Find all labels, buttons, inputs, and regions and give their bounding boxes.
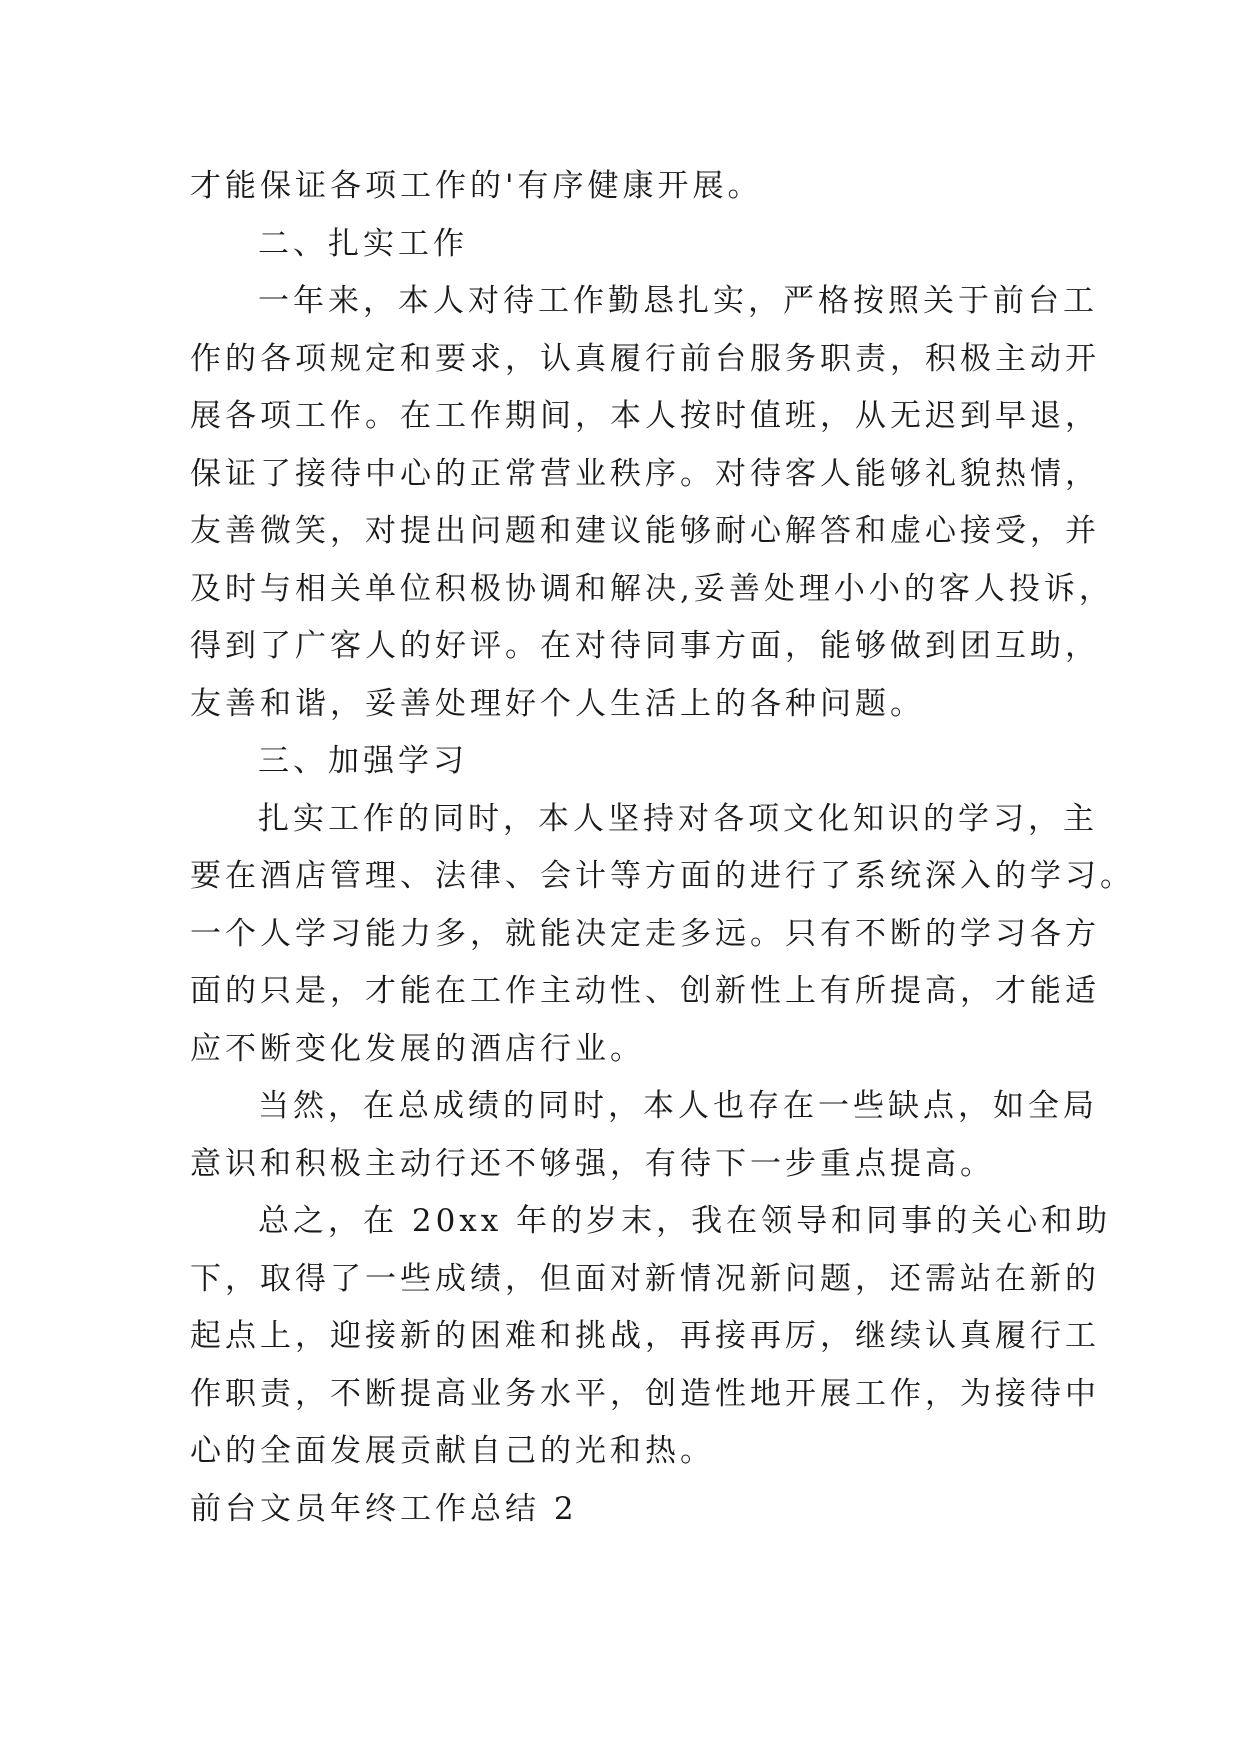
text-line: 总之，在 20xx 年的岁末，我在领导和同事的关心和助	[258, 1203, 1112, 1239]
text-line: 友善微笑，对提出问题和建议能够耐心解答和虚心接受，并	[190, 513, 1100, 549]
text-line: 扎实工作的同时，本人坚持对各项文化知识的学习，主	[258, 800, 1098, 837]
text-line: 及时与相关单位积极协调和解决,妥善处理小小的客人投诉，	[190, 570, 1114, 607]
text-line: 作职责，不断提高业务水平，创造性地开展工作，为接待中	[190, 1375, 1100, 1412]
text-line: 面的只是，才能在工作主动性、创新性上有所提高，才能适	[190, 973, 1100, 1009]
section-heading: 二、扎实工作	[258, 225, 468, 262]
text-line: 应不断变化发展的酒店行业。	[190, 1030, 645, 1067]
section-heading: 三、加强学习	[258, 743, 468, 779]
text-line: 下，取得了一些成绩，但面对新情况新问题，还需站在新的	[190, 1260, 1100, 1297]
text-line: 保证了接待中心的正常营业秩序。对待客人能够礼貌热情，	[190, 455, 1100, 492]
text-line: 起点上，迎接新的困难和挑战，再接再厉，继续认真履行工	[190, 1318, 1100, 1354]
document-title: 前台文员年终工作总结 2	[190, 1490, 578, 1527]
text-line: 才能保证各项工作的'有序健康开展。	[190, 168, 763, 204]
document-body	[190, 158, 1135, 1538]
text-line: 要在酒店管理、法律、会计等方面的进行了系统深入的学习。	[190, 858, 1135, 894]
text-line: 当然，在总成绩的同时，本人也存在一些缺点，如全局	[258, 1088, 1098, 1124]
text-line: 一个人学习能力多，就能决定走多远。只有不断的学习各方	[190, 915, 1100, 952]
text-line: 一年来，本人对待工作勤恳扎实，严格按照关于前台工	[258, 283, 1098, 319]
text-line: 心的全面发展贡献自己的光和热。	[190, 1433, 715, 1469]
text-line: 友善和谐，妥善处理好个人生活上的各种问题。	[190, 685, 925, 722]
text-line: 意识和积极主动行还不够强，有待下一步重点提高。	[190, 1145, 995, 1182]
text-line: 得到了广客人的好评。在对待同事方面，能够做到团互助，	[190, 628, 1100, 664]
text-line: 作的各项规定和要求，认真履行前台服务职责，积极主动开	[190, 340, 1100, 377]
text-line: 展各项工作。在工作期间，本人按时值班，从无迟到早退，	[190, 398, 1100, 434]
